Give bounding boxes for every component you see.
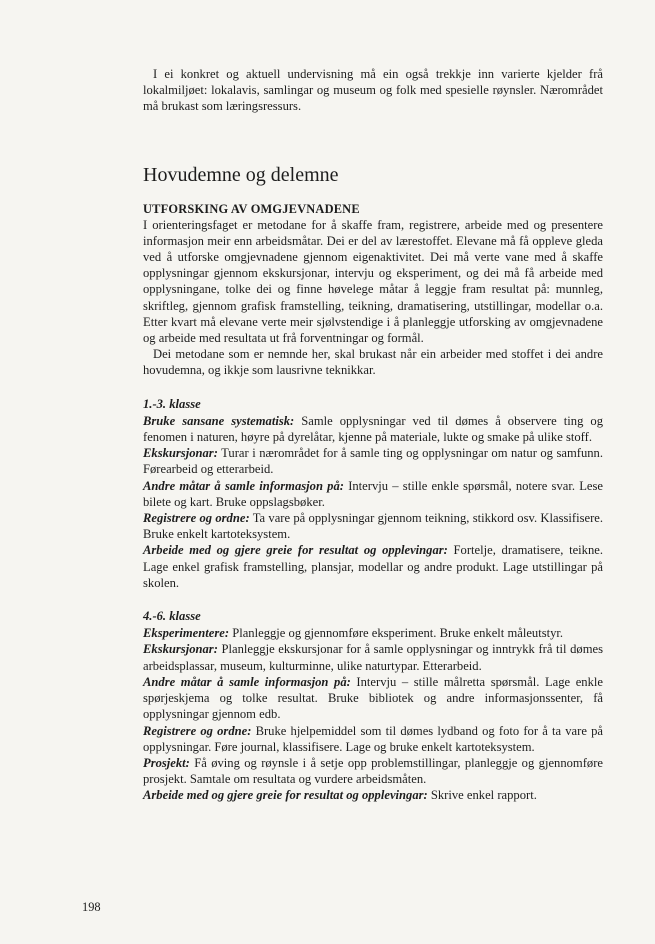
list-item [143,445,603,477]
page-number: 198 [82,900,101,914]
item-label: Andre måtar å samle informasjon på: [143,674,351,689]
item-label: Arbeide med og gjere greie for resultat og opplevingar: [143,788,428,803]
intro-section [143,66,603,115]
item-label: Ekskursjonar: [143,446,218,461]
section-title: UTFORSKING AV OMGJEVNADENE [143,201,360,216]
section-paragraph: Dei metodane som er nemnde her, skal brukast når ein arbeider med stoffet i dei andre hovudemna, og ikkje som lausrivne teknikkar. [143,347,603,378]
item-text: Intervju – stille enkle spørsmål, notere svar. Lese bilete og kart. Bruke oppslagsbøker. [143,478,603,509]
item-text: Bruke hjelpemiddel som til dømes lydband og foto for å ta vare på opplysningar. Føre journal, klassifisere. Lage og bruke enkelt kartoteksystem. [143,723,603,754]
list-item [143,723,603,755]
list-item [143,755,603,787]
list-item [143,625,603,641]
list-item [143,641,603,673]
item-label: Bruke sansane systematisk: [143,413,295,428]
grade-heading-1-3: 1.-3. klasse [143,396,201,411]
item-text: Planleggje ekskursjonar for å samle opplysningar og inntrykk frå til dømes arbeidsplassar, museum, kulturminne, ulike naturtypar. Etterarbeid. [143,642,603,673]
item-label: Ekskursjonar: [143,642,218,657]
list-item [143,674,603,723]
item-label: Registrere og ordne: [143,723,252,738]
chapter-title: Hovudemne og delemne [143,163,339,186]
item-text: Samle opplysningar ved til dømes å observere ting og fenomen i naturen, høyre på dyrelåtar, kjenne på materiale, lukte og smake på ulike stoff. [143,413,604,445]
list-item [143,413,603,445]
item-label: Arbeide med og gjere greie for resultat og opplevingar: [143,543,448,558]
list-item [143,787,603,803]
section-paragraph: I orienteringsfaget er metodane for å skaffe fram, registrere, arbeide med og presentere informasjon meir enn arbeidsmåtar. Dei er del av lærestoffet. Elevane må få oppleve gleda ved å utforske omgjevnadene gjennom eigenaktivitet. Dei må verte vane med å skaffe opplysningar gjennom ekskursjonar, intervju og eksperiment, og dei må få arbeide med opplysningane, tolke dei og finne høvelege måtar å leggje fram resultat på: munnleg, skriftleg, gjennom grafisk framstelling, teikning, dramatisering, utstillingar, modellar o.a. Etter kvart må elevane verte meir sjølvstendige i å planleggje utforsking av omgjevnadene og arbeide med resultata ut frå forventningar og formål. [143,217,603,346]
item-text: Intervju – stille målretta spørsmål. Lage enkle spørjeskjema og tolke resultat. Bruke bibliotek og andre informasjonssenter, få opplysningar gjennom edb. [143,674,603,722]
item-text: Turar i nærområdet for å samle ting og opplysningar om natur og samfunn. Førearbeid og etterarbeid. [143,446,603,477]
item-text: Skrive enkel rapport. [427,788,537,803]
item-text: Få øving og røynsle i å setje opp problemstillingar, planleggje og gjennomføre prosjekt. Samtale om resultata og vurdere arbeidsmåten. [143,755,603,787]
item-text: Ta vare på opplysningar gjennom teikning, stikkord osv. Klassifisere. Bruke enkelt kartoteksystem. [143,511,603,542]
item-label: Registrere og ordne: [143,511,250,526]
item-label: Eksperimentere: [143,626,230,641]
grade-heading-4-6: 4.-6. klasse [143,609,201,624]
list-item [143,510,603,542]
item-label: Andre måtar å samle informasjon på: [143,478,344,493]
list-item [143,478,603,510]
page-content [143,66,603,804]
item-text: Fortelje, dramatisere, teikne. Lage enkel grafisk framstelling, plansjar, modellar og andre produkt. Lage utstillingar på skolen. [143,543,603,590]
item-text: Planleggje og gjennomføre eksperiment. Bruke enkelt måleutstyr. [229,626,564,641]
item-label: Prosjekt: [143,755,190,770]
intro-paragraph: I ei konkret og aktuell undervisning må ein også trekkje inn varierte kjelder frå lokalmiljøet: lokalavis, samlingar og museum og folk med spesielle røynsler. Nærområdet må brukast som læringsressurs. [143,67,603,114]
list-item [143,542,603,591]
